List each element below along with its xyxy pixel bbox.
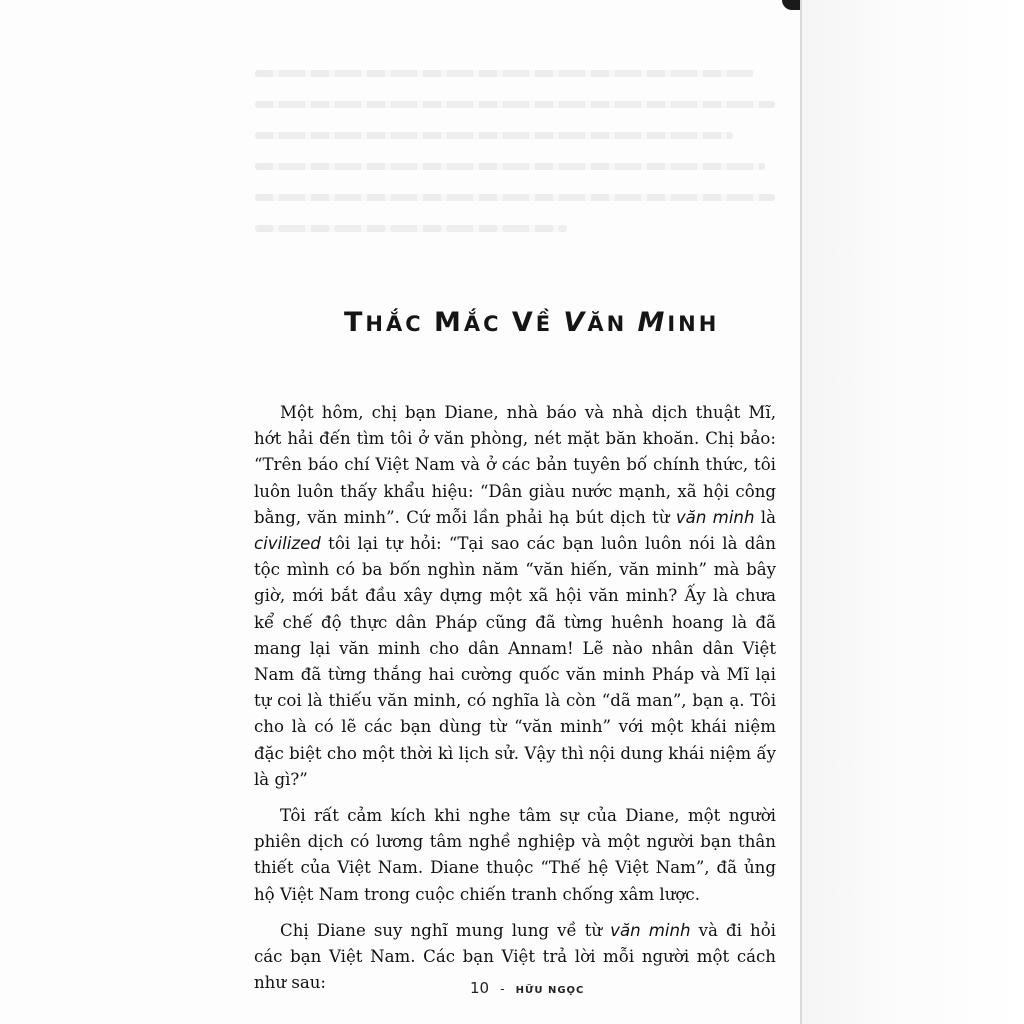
paragraph-text: là [754,507,776,527]
chapter-title [0,301,1024,339]
chapter-title-part: HẮC [365,312,434,337]
chapter-title-part: INH [667,312,720,337]
italic-term: civilized [254,534,321,554]
paragraph-text: và đi hỏi các bạn Việt Nam. Các bạn Việt trả lời mỗi người một cách như sau: [254,920,776,993]
paragraph-text: Một hôm, chị bạn Diane, nhà báo và nhà dịch thuật Mĩ, hớt hải đến tìm tôi ở văn phòng, nét mặt băn khoăn. Chị bảo: “Trên báo chí Việt Nam và ở các bản tuyên bố chính thức, tôi luôn luôn thấy khẩu hiệu: “Dân giàu nước mạnh, xã hội công bằng, văn minh”. Cứ mỗi lần phải hạ bút dịch từ [254,403,776,527]
chapter-title-part: ẮC [463,312,512,337]
paragraph-text: Chị Diane suy nghĩ mung lung về từ [280,920,611,940]
page-background-edge [792,0,1024,1024]
page-footer [470,978,584,997]
italic-term: văn minh [610,920,691,940]
bleed-through-text [255,70,775,256]
chapter-title-part: M [433,307,464,339]
body-text [254,400,776,1006]
paragraph [254,803,776,908]
chapter-title-part: ĂN [587,312,638,337]
italic-term: văn minh [675,507,755,527]
paragraph-text: Tôi rất cảm kích khi nghe tâm sự của Diane, một người phiên dịch có lương tâm nghề nghiệp và một người bạn thân thiết của Việt Nam. Diane thuộc “Thế hệ Việt Nam”, đã ủng hộ Việt Nam trong cuộc chiến tranh chống xâm lược. [254,806,776,904]
chapter-title-part: V [511,307,536,339]
footer-author: HỮU NGỌC [515,985,585,996]
page-number: 10 [470,979,490,997]
paragraph-text: tôi lại tự hỏi: “Tại sao các bạn luôn luôn nói là dân tộc mình có ba bốn nghìn năm “văn hiến, văn minh” mà bây giờ, mới bắt đầu xây dựng một xã hội văn minh? Ấy là chưa kể chế độ thực dân Pháp cũng đã từng huênh hoang là đã mang lại văn minh cho dân Annam! Lẽ nào nhân dân Việt Nam đã từng thắng hai cường quốc văn minh Pháp và Mĩ lại tự coi là thiếu văn minh, có nghĩa là còn “dã man”, bạn ạ. Tôi cho là có lẽ các bạn dùng từ “văn minh” với một khái niệm đặc biệt cho một thời kì lịch sử. Vậy thì nội dung khái niệm ấy là gì?” [254,534,776,789]
chapter-title-part: M [637,307,668,339]
footer-separator: - [500,982,505,996]
chapter-title-part: T [344,307,366,339]
chapter-title-part: Ề [535,312,564,337]
chapter-title-part: V [563,307,588,339]
paragraph [254,400,776,793]
